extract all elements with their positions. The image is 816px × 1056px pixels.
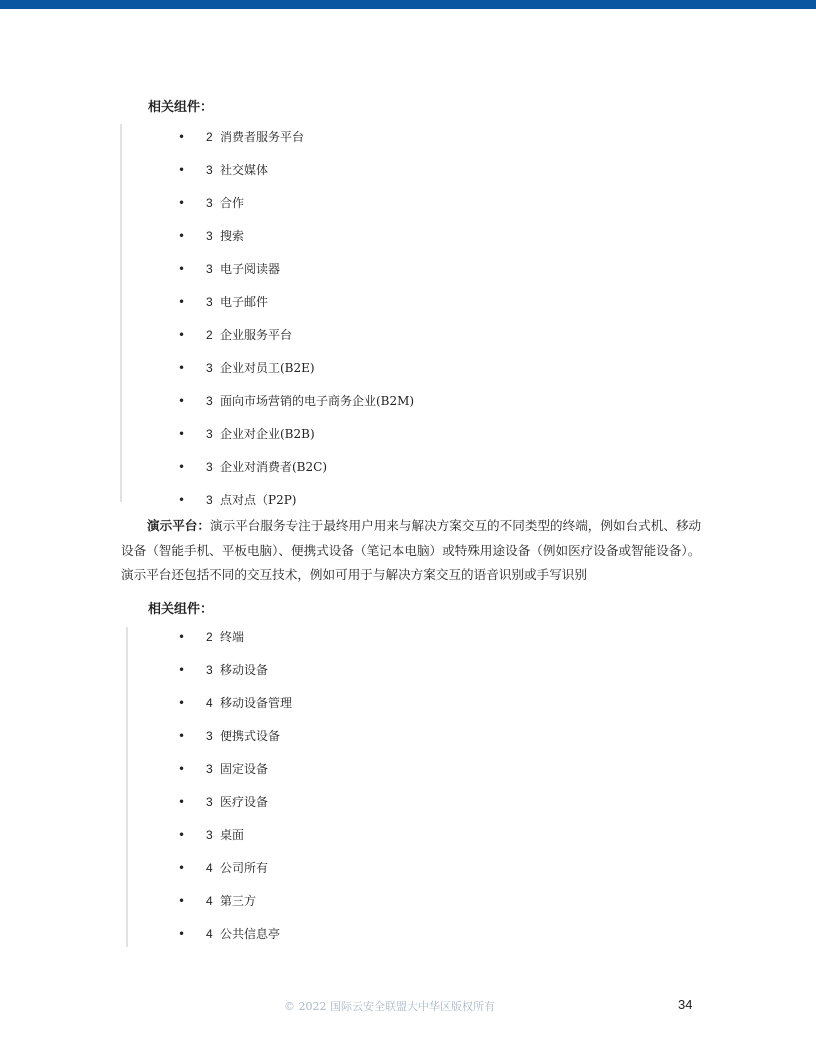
list-item (0, 693, 700, 713)
item-label: 医疗设备 (220, 795, 269, 809)
item-level: 3 (206, 394, 213, 408)
section-label: 相关组件： (148, 602, 214, 617)
item-label: 公司所有 (220, 861, 269, 875)
list-item (0, 292, 700, 312)
item-label: 消费者服务平台 (220, 130, 305, 144)
item-label: 社交媒体 (220, 163, 269, 177)
item-label: 企业对员工(B2E) (220, 361, 315, 375)
bullet-icon: • (178, 762, 186, 776)
item-level: 3 (206, 361, 213, 375)
bullet-icon: • (178, 729, 186, 743)
bullet-icon: • (178, 295, 186, 309)
list-item (0, 792, 700, 812)
list-item (0, 726, 700, 746)
list-item (0, 424, 700, 444)
list-item (0, 660, 700, 680)
bullet-icon: • (178, 861, 186, 875)
bullet-icon: • (178, 663, 186, 677)
item-level: 3 (206, 493, 213, 507)
bullet-icon: • (178, 196, 186, 210)
item-label: 企业对企业(B2B) (220, 427, 315, 441)
item-level: 3 (206, 427, 213, 441)
header-bar (0, 0, 816, 9)
list-item (0, 127, 700, 147)
body-paragraph (121, 514, 711, 588)
bullet-icon: • (178, 795, 186, 809)
bullet-icon: • (178, 229, 186, 243)
bullet-icon: • (178, 927, 186, 941)
bullet-icon: • (178, 262, 186, 276)
list-item (0, 325, 700, 345)
page-number: 34 (678, 997, 693, 1012)
list-item (0, 858, 700, 878)
bullet-icon: • (178, 163, 186, 177)
item-label: 电子邮件 (220, 295, 269, 309)
item-label: 桌面 (220, 828, 245, 842)
item-level: 3 (206, 729, 213, 743)
item-label: 企业服务平台 (220, 328, 293, 342)
item-level: 3 (206, 828, 213, 842)
item-label: 搜索 (220, 229, 245, 243)
item-label: 公共信息亭 (220, 927, 281, 941)
item-label: 移动设备管理 (220, 696, 293, 710)
item-level: 3 (206, 163, 213, 177)
item-label: 终端 (220, 630, 245, 644)
list-item (0, 226, 700, 246)
quote-rule (120, 124, 122, 502)
bullet-icon: • (178, 493, 186, 507)
item-level: 3 (206, 295, 213, 309)
item-label: 面向市场营销的电子商务企业(B2M) (220, 394, 415, 408)
item-level: 4 (206, 861, 213, 875)
item-level: 2 (206, 630, 213, 644)
list-item (0, 924, 700, 944)
bullet-icon: • (178, 427, 186, 441)
list-item (0, 160, 700, 180)
bullet-icon: • (178, 894, 186, 908)
copyright-footer: © 2022 国际云安全联盟大中华区版权所有 (284, 1000, 495, 1013)
list-item (0, 759, 700, 779)
paragraph-heading: 演示平台： (147, 518, 210, 533)
list-item (0, 259, 700, 279)
item-level: 2 (206, 130, 213, 144)
bullet-icon: • (178, 696, 186, 710)
item-level: 3 (206, 196, 213, 210)
bullet-icon: • (178, 361, 186, 375)
item-level: 3 (206, 762, 213, 776)
item-level: 3 (206, 663, 213, 677)
item-level: 3 (206, 229, 213, 243)
list-item (0, 825, 700, 845)
paragraph-text: 演示平台服务专注于最终用户用来与解决方案交互的不同类型的终端，例如台式机、移动设备（智能手机、平板电脑）、便携式设备（笔记本电脑）或特殊用途设备（例如医疗设备或智能设备）。演示平台还包括不同的交互技术，例如可用于与解决方案交互的语音识别或手写识别 (121, 518, 702, 582)
item-level: 4 (206, 927, 213, 941)
item-level: 3 (206, 795, 213, 809)
item-level: 3 (206, 460, 213, 474)
item-label: 点对点（P2P) (220, 493, 297, 507)
item-label: 第三方 (220, 894, 257, 908)
item-level: 4 (206, 894, 213, 908)
list-item (0, 490, 700, 510)
list-item (0, 193, 700, 213)
bullet-icon: • (178, 630, 186, 644)
bullet-icon: • (178, 130, 186, 144)
bullet-icon: • (178, 460, 186, 474)
list-item (0, 891, 700, 911)
item-label: 企业对消费者(B2C) (220, 460, 327, 474)
item-level: 3 (206, 262, 213, 276)
item-level: 2 (206, 328, 213, 342)
bullet-icon: • (178, 394, 186, 408)
item-label: 固定设备 (220, 762, 269, 776)
list-item (0, 391, 700, 411)
item-label: 电子阅读器 (220, 262, 281, 276)
item-label: 移动设备 (220, 663, 269, 677)
item-label: 便携式设备 (220, 729, 281, 743)
list-item (0, 358, 700, 378)
section-label: 相关组件： (148, 100, 214, 115)
list-item (0, 457, 700, 477)
bullet-icon: • (178, 328, 186, 342)
item-label: 合作 (220, 196, 245, 210)
item-level: 4 (206, 696, 213, 710)
list-item (0, 627, 700, 647)
bullet-icon: • (178, 828, 186, 842)
